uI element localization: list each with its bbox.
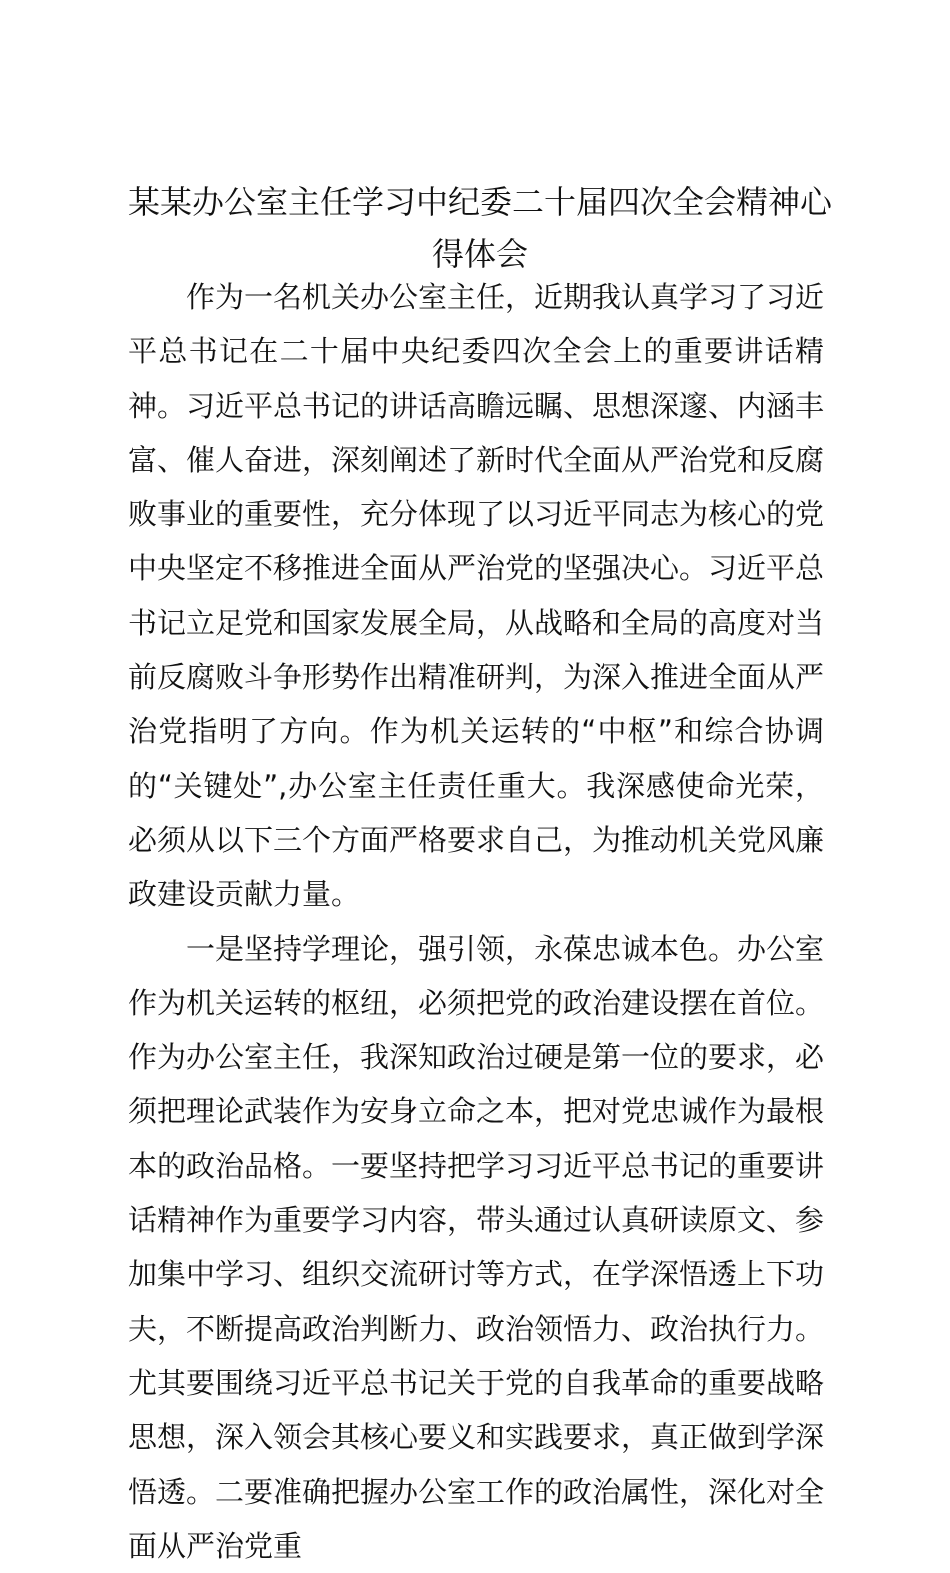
document-title: 某某办公室主任学习中纪委二十届四次全会精神心得体会: [128, 183, 833, 273]
document-body: [128, 270, 824, 1573]
paragraph-intro: 作为一名机关办公室主任，近期我认真学习了习近平总书记在二十届中央纪委四次全会上的重要讲话精神。习近平总书记的讲话高瞻远瞩、思想深邃、内涵丰富、催人奋进，深刻阐述了新时代全面从严治党和反腐败事业的重要性，充分体现了以习近平同志为核心的党中央坚定不移推进全面从严治党的坚强决心。习近平总书记立足党和国家发展全局，从战略和全局的高度对当前反腐败斗争形势作出精准研判，为深入推进全面从严治党指明了方向。作为机关运转的“中枢”和综合协调的“关键处”,办公室主任责任重大。我深感使命光荣，必须从以下三个方面严格要求自己，为推动机关党风廉政建设贡献力量。: [128, 280, 825, 912]
paragraph-point-one: 一是坚持学理论，强引领，永葆忠诚本色。办公室作为机关运转的枢纽，必须把党的政治建设摆在首位。作为办公室主任，我深知政治过硬是第一位的要求，必须把理论武装作为安身立命之本，把对党忠诚作为最根本的政治品格。一要坚持把学习习近平总书记的重要讲话精神作为重要学习内容，带头通过认真研读原文、参加集中学习、组织交流研讨等方式，在学深悟透上下功夫，不断提高政治判断力、政治领悟力、政治执行力。尤其要围绕习近平总书记关于党的自我革命的重要战略思想，深入领会其核心要义和实践要求，真正做到学深悟透。二要准确把握办公室工作的政治属性，深化对全面从严治党重: [128, 931, 825, 1563]
